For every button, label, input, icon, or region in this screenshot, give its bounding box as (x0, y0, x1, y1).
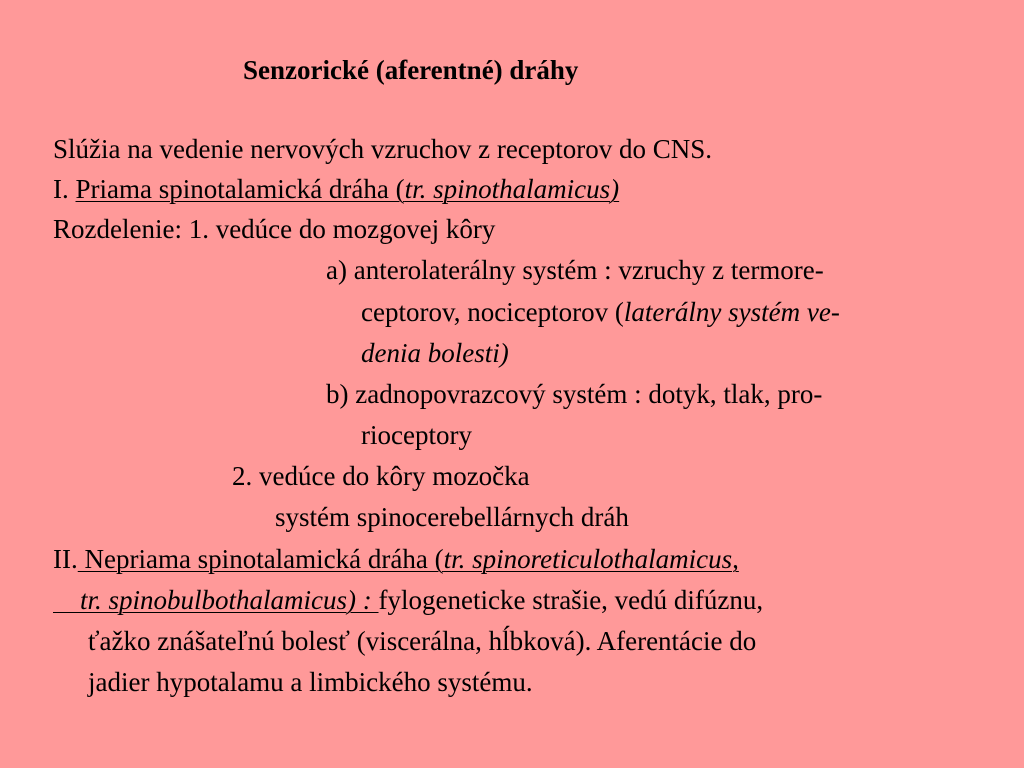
section-2-title-latin: tr. spinoreticulothalamicus, (443, 544, 739, 574)
section-2-title-plain: Nepriama spinotalamická dráha ( (77, 544, 444, 574)
item-a-text-3-italic: denia bolesti) (361, 338, 509, 368)
item-a-line-1 (326, 250, 824, 290)
section-2-prefix: II. (53, 544, 78, 574)
section-1-title-latin: tr. spinothalamicus) (404, 174, 620, 204)
section-2-title (78, 544, 739, 574)
item-a-line-2 (361, 292, 840, 332)
slide-title: Senzorické (aferentné) dráhy (243, 55, 579, 85)
section-2-text-2: fylogeneticke strašie, vedú difúznu, (378, 585, 764, 615)
item-2-text-2: systém spinocerebellárnych dráh (275, 502, 629, 532)
section-2-line-4 (88, 662, 533, 702)
section-2-text-4: jadier hypotalamu a limbického systému. (88, 667, 533, 697)
section-2-latin-2-text: tr. spinobulbothalamicus) : (80, 585, 379, 615)
item-2-line-2 (275, 497, 629, 537)
division-text: Rozdelenie: 1. vedúce do mozgovej kôry (53, 214, 496, 244)
item-b-text-1: b) zadnopovrazcový systém : dotyk, tlak, pro- (326, 379, 823, 409)
section-1-heading (53, 169, 619, 209)
section-2-latin-2 (53, 585, 379, 615)
intro-text: Slúžia na vedenie nervových vzruchov z receptorov do CNS. (53, 134, 713, 164)
section-2-line-2 (53, 580, 763, 620)
intro-line (53, 129, 712, 169)
item-2-text-1: 2. vedúce do kôry mozočka (232, 461, 530, 491)
section-1-title (76, 174, 620, 204)
section-2-text-3: ťažko znášateľnú bolesť (viscerálna, hĺbková). Aferentácie do (88, 626, 757, 656)
item-a-line-3 (361, 333, 509, 373)
section-2-heading (53, 539, 739, 579)
item-a-text-2: ceptorov, nociceptorov ( (361, 297, 624, 327)
section-2-line-3 (88, 621, 756, 661)
section-1-title-plain: Priama spinotalamická dráha ( (75, 174, 405, 204)
item-a-text-2-italic: laterálny systém ve- (623, 297, 840, 327)
item-b-line-1 (326, 374, 822, 414)
item-2-line-1 (232, 456, 530, 496)
item-b-line-2 (361, 415, 472, 455)
item-a-text-1: a) anterolaterálny systém : vzruchy z termore- (326, 255, 824, 285)
item-b-text-2: rioceptory (361, 420, 472, 450)
section-2-underline-lead (53, 585, 80, 615)
section-1-prefix: I. (53, 174, 76, 204)
division-line (53, 209, 495, 249)
